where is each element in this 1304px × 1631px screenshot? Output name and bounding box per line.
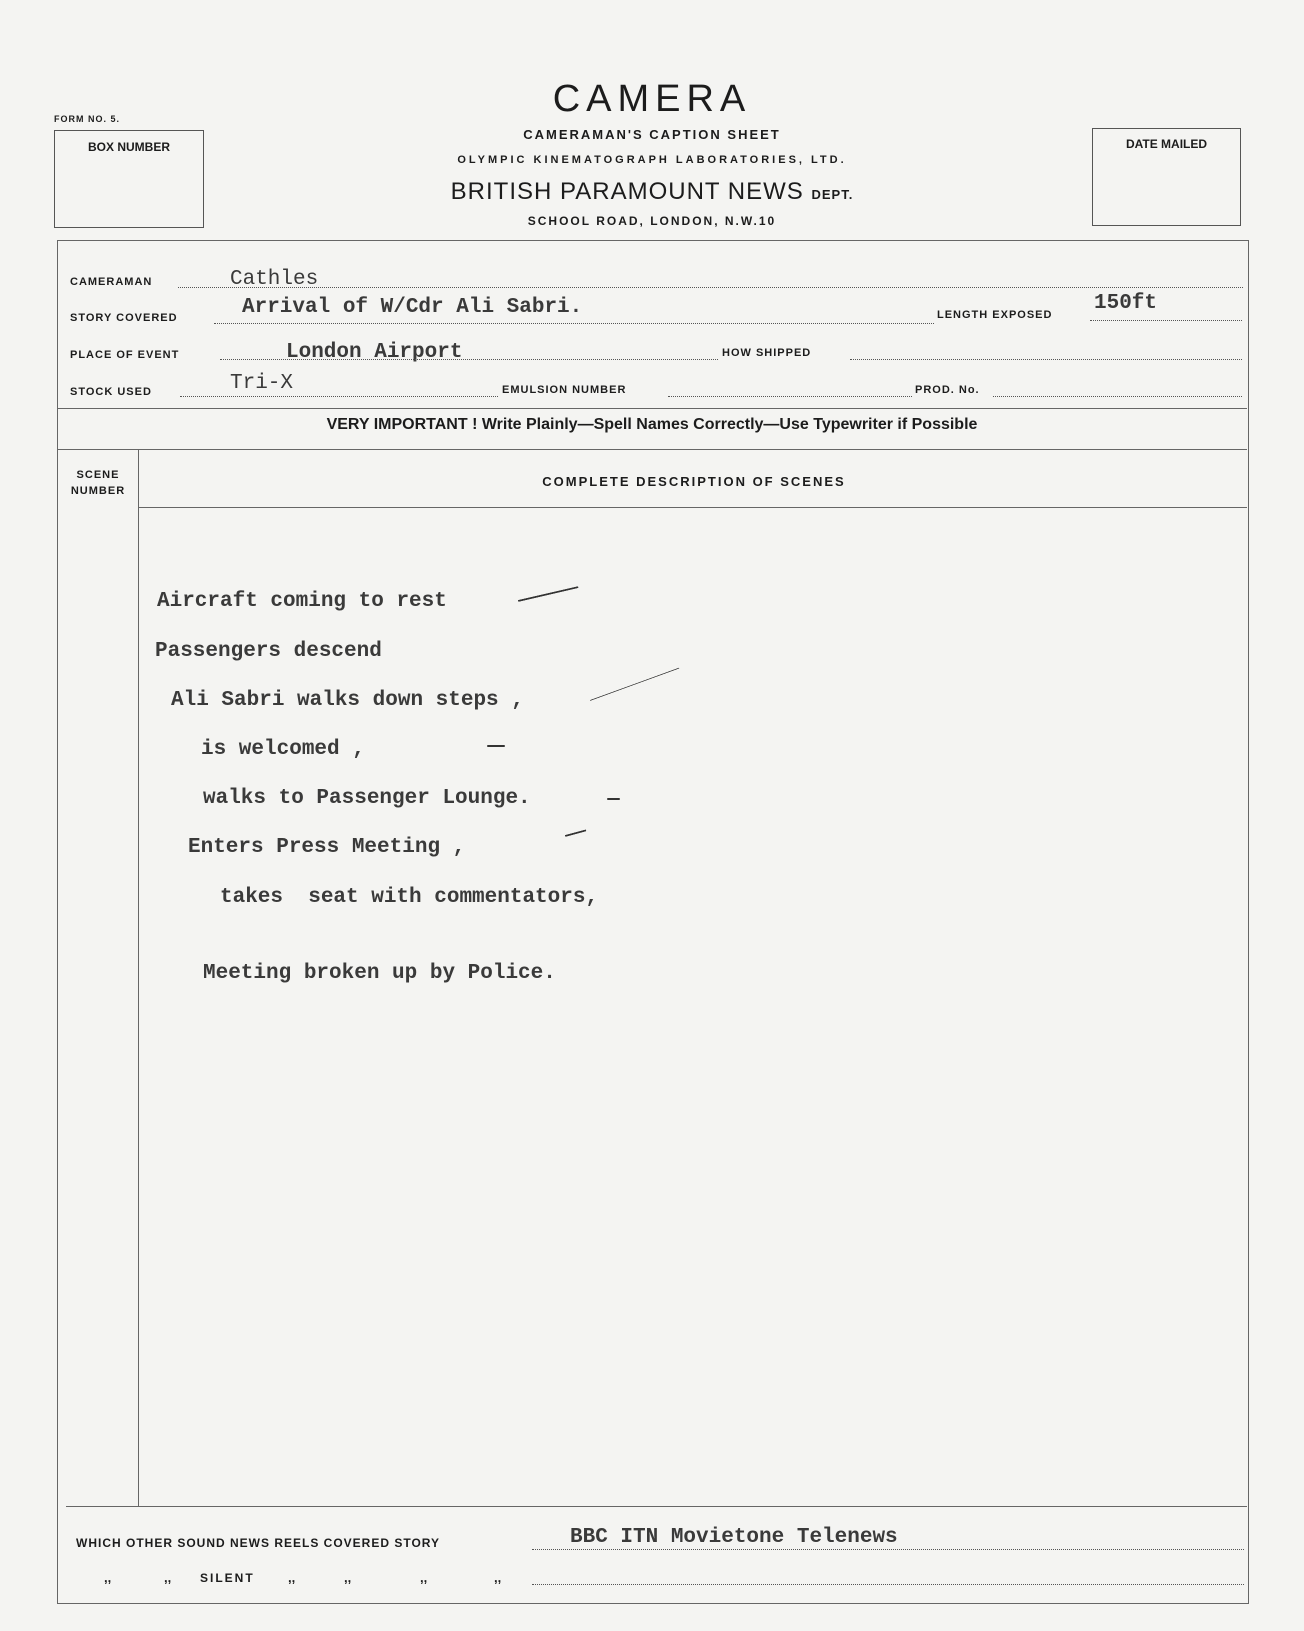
stock-used-line [180,396,498,397]
scene-line: takes seat with commentators, [220,886,599,909]
lab-name: OLYMPIC KINEMATOGRAPH LABORATORIES, LTD. [457,154,847,166]
other-reels-label: WHICH OTHER SOUND NEWS REELS COVERED STORY [76,1536,441,1550]
other-reels-value: BBC ITN Movietone Telenews [570,1526,898,1549]
ditto-mark: ,, [288,1570,296,1585]
ditto-mark: ,, [104,1570,112,1585]
scene-number-header [58,467,138,499]
description-header-divider [139,507,1247,508]
ditto-mark: ,, [344,1570,352,1585]
cameraman-label: CAMERAMAN [70,276,153,288]
scene-line: is welcomed , [201,738,365,761]
form-number: FORM NO. 5. [54,114,121,124]
place-of-event-label: PLACE OF EVENT [70,349,180,361]
prod-number-line [993,396,1242,397]
cameraman-value: Cathles [230,268,319,291]
dash-mark-icon [607,798,620,800]
notice-divider [58,449,1247,450]
prod-number-label: PROD. No. [915,384,980,396]
length-exposed-label: LENGTH EXPOSED [937,309,1053,321]
story-covered-value: Arrival of W/Cdr Ali Sabri. [242,296,583,319]
box-number-label: BOX NUMBER [87,140,170,154]
place-of-event-value: London Airport [286,341,463,364]
description-header: COMPLETE DESCRIPTION OF SCENES [542,474,846,489]
scene-line: Enters Press Meeting , [188,836,466,859]
date-mailed-box [1092,128,1241,226]
cameraman-line [178,287,1243,288]
scene-number-header-line1: SCENE [76,469,120,481]
important-notice: VERY IMPORTANT ! Write Plainly—Spell Names Correctly—Use Typewriter if Possible [326,416,978,433]
stock-used-label: STOCK USED [70,386,152,398]
other-reels-line [532,1549,1244,1550]
dash-mark-icon [487,745,505,747]
ditto-mark: ,, [420,1570,428,1585]
story-covered-line [214,323,934,324]
ditto-mark: ,, [494,1570,502,1585]
ditto-mark: ,, [164,1570,172,1585]
scene-number-header-line2: NUMBER [70,485,126,497]
company-address: SCHOOL ROAD, LONDON, N.W.10 [527,214,777,228]
scene-line: Meeting broken up by Police. [203,962,556,985]
footer-divider [66,1506,1247,1507]
silent-line [532,1584,1244,1585]
fields-divider [58,408,1247,409]
place-of-event-line [220,359,718,360]
date-mailed-label: DATE MAILED [1125,137,1208,151]
company-name-text: BRITISH PARAMOUNT NEWS [450,178,804,205]
silent-label: SILENT [200,1571,255,1585]
emulsion-number-label: EMULSION NUMBER [502,384,627,396]
scene-line: Aircraft coming to rest [157,590,447,613]
scene-line: walks to Passenger Lounge. [203,787,531,810]
company-dept: DEPT. [811,187,854,202]
form-title: CAMERA [552,78,752,120]
how-shipped-line [850,359,1242,360]
length-exposed-line [1090,320,1242,321]
stock-used-value: Tri-X [230,372,294,395]
story-covered-label: STORY COVERED [70,312,178,324]
scene-column-divider [138,449,139,1507]
form-frame [57,240,1249,1604]
length-exposed-value: 150ft [1094,292,1158,315]
how-shipped-label: HOW SHIPPED [722,347,812,359]
emulsion-number-line [668,396,912,397]
form-subtitle: CAMERAMAN'S CAPTION SHEET [523,127,781,142]
company-name [0,178,1304,206]
scene-line: Ali Sabri walks down steps , [171,689,524,712]
scene-line: Passengers descend [155,640,382,663]
